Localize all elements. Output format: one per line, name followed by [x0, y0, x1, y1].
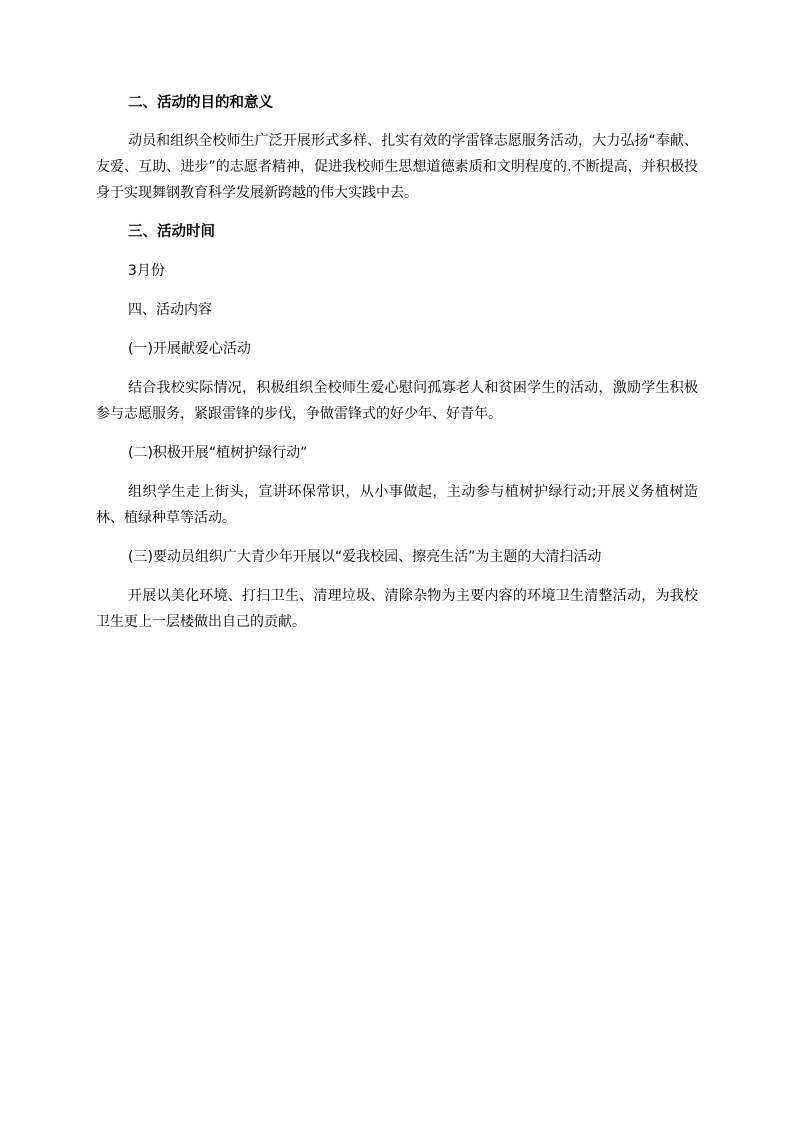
time-paragraph: 3月份: [128, 263, 165, 279]
section-heading-time: 三、活动时间: [128, 224, 215, 240]
item2-paragraph: 组织学生走上街头，宣讲环保常识，从小事做起，主动参与植树护绿行动;开展义务植树造林、植绿种草等活动。: [96, 484, 698, 526]
item2-title: (二)积极开展“植树护绿行动”: [128, 445, 308, 461]
item3-paragraph: 开展以美化环境、打扫卫生、清理垃圾、清除杂物为主要内容的环境卫生清整活动，为我校卫生更上一层楼做出自己的贡献。: [96, 588, 698, 630]
item3-title: (三)要动员组织广大青少年开展以“爱我校园、擦亮生活”为主题的大清扫活动: [128, 549, 602, 565]
document-page: [96, 90, 698, 635]
section-heading-content: 四、活动内容: [128, 302, 212, 318]
item1-title: (一)开展献爱心活动: [128, 341, 251, 357]
purpose-paragraph: 动员和组织全校师生广泛开展形式多样、扎实有效的学雷锋志愿服务活动，大力弘扬“奉献、友爱、互助、进步”的志愿者精神，促进我校师生思想道德素质和文明程度的.不断提高，并积极投身于实现舞钢教育科学发展新跨越的伟大实践中去。: [96, 133, 698, 201]
item1-paragraph: 结合我校实际情况，积极组织全校师生爱心慰问孤寡老人和贫困学生的活动，激励学生积极参与志愿服务，紧跟雷锋的步伐，争做雷锋式的好少年、好青年。: [96, 380, 698, 422]
section-heading-purpose: 二、活动的目的和意义: [128, 95, 273, 111]
